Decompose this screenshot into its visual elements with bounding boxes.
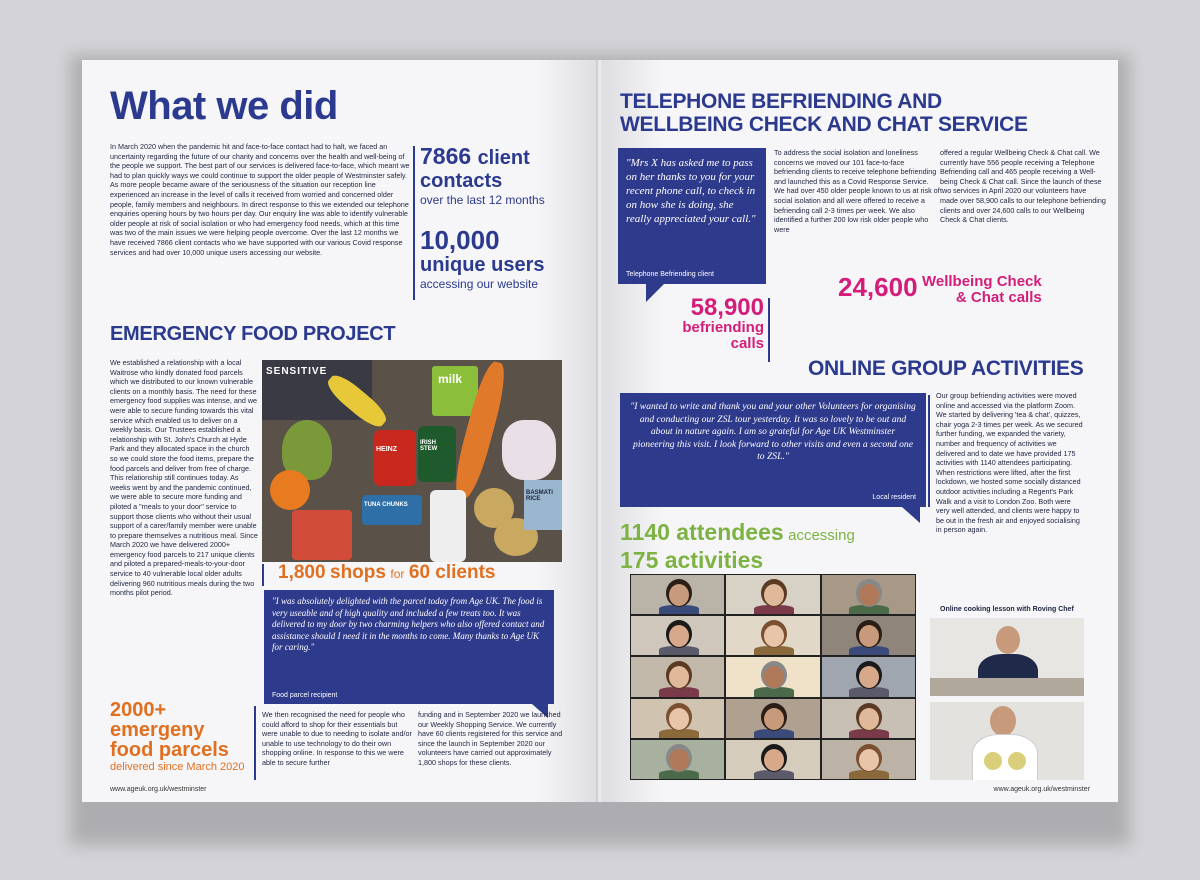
chef-body-2 (972, 734, 1038, 780)
stat-unique-users (420, 226, 595, 292)
zoom-participant-tile (630, 739, 725, 780)
parcels-divider (254, 706, 256, 780)
attendees-word: accessing (788, 527, 855, 544)
food-item-2 (1008, 752, 1026, 770)
participant-face (669, 708, 689, 730)
tuna-tin (362, 495, 422, 525)
heinz-can (374, 430, 416, 486)
quote-marker (262, 564, 264, 586)
participant-face (669, 625, 689, 647)
calls-number: 58,900 (690, 294, 764, 321)
parcels-sub: delivered since March 2020 (110, 761, 245, 773)
calls-stat (664, 296, 764, 352)
telephone-heading-line1: TELEPHONE BEFRIENDING AND (620, 90, 942, 113)
wellbeing-line1: Wellbeing Check (921, 273, 1042, 290)
stat-unique-users-number: 10,000 (420, 225, 500, 255)
parcels-line2: emergeny (110, 719, 205, 741)
stat-unique-users-sub: accessing our website (420, 277, 539, 291)
stew-can (418, 426, 456, 482)
phone-quote-text: "Mrs X has asked me to pass on her thanks to you for your recent phone call, to check in on how she is doing, she really appreciated your call." (626, 157, 756, 225)
activities-number: 175 activities (620, 547, 764, 573)
orange (270, 470, 310, 510)
zoom-participant-tile (725, 574, 820, 615)
shops-for: for (390, 567, 405, 581)
attendees-number: 1140 attendees (620, 519, 784, 545)
cooking-caption: Online cooking lesson with Roving Chef (940, 606, 1074, 613)
wellbeing-number: 24,600 (838, 272, 918, 302)
wellbeing-stat (838, 272, 1042, 306)
right-footer: www.ageuk.org.uk/westminster (993, 786, 1090, 793)
food-quote-box (264, 590, 554, 704)
toilet-roll (430, 490, 466, 562)
zoom-participant-tile (725, 698, 820, 739)
zoom-participant-tile (821, 574, 916, 615)
shops-number: 1,800 (278, 562, 326, 583)
attendees-stat (620, 520, 855, 572)
participant-face (764, 749, 784, 771)
zoom-participant-tile (725, 615, 820, 656)
phone-quote-box (618, 148, 766, 284)
stat-client-contacts-word2: contacts (420, 170, 503, 192)
red-pack (292, 510, 352, 560)
phone-quote-caption: Telephone Befriending client (626, 271, 714, 278)
heinz-label: HEINZ (376, 446, 397, 453)
chef-head (996, 626, 1020, 654)
stat-client-contacts-sub: over the last 12 months (420, 193, 545, 207)
online-divider (928, 395, 930, 507)
participant-face (764, 584, 784, 606)
participant-face (764, 708, 784, 730)
parcels-stat (110, 700, 245, 774)
stat-client-contacts (420, 144, 595, 208)
irish-label: IRISH STEW (420, 440, 438, 452)
cooking-photo-2 (930, 702, 1084, 780)
zoom-participant-tile (725, 739, 820, 780)
zsl-quote-box (620, 393, 926, 507)
parcels-line3: food parcels (110, 739, 229, 761)
telephone-heading-line2: WELLBEING CHECK AND CHAT SERVICE (620, 113, 1028, 136)
participant-face (669, 749, 689, 771)
stat-unique-users-word: unique users (420, 254, 545, 276)
calls-divider (768, 298, 770, 362)
zoom-call-photo (630, 574, 916, 780)
cooking-photo-1 (930, 618, 1084, 696)
participant-face (669, 584, 689, 606)
participant-face (859, 749, 879, 771)
food-item-1 (984, 752, 1002, 770)
participant-face (669, 666, 689, 688)
basmati-label: BASMATI RICE (526, 490, 553, 502)
zoom-participant-tile (821, 739, 916, 780)
zsl-quote-text: "I wanted to write and thank you and your other Volunteers for organising and conducting our ZSL tour yesterday. It was so lovely to be out and about in nature again. I am so grateful for Age UK Westminster pioneering this visit. I look forward to other visits and even a second one to ZSL." (630, 401, 916, 463)
shops-clients: 60 clients (408, 562, 496, 583)
counter (930, 678, 1084, 696)
food-quote-text: "I was absolutely delighted with the parcel today from Age UK. The food is very useable and of high quality and included a few treats too. It was delivered to my door by two charming helpers who also offered contact and assistance should I need it in the months to come. Many thanks to Age UK for caring." (272, 596, 545, 653)
stat-divider (413, 146, 415, 300)
zoom-participant-tile (821, 656, 916, 697)
online-heading: ONLINE GROUP ACTIVITIES (808, 357, 1084, 380)
zoom-participant-tile (725, 656, 820, 697)
left-footer: www.ageuk.org.uk/westminster (110, 786, 207, 793)
telephone-heading (620, 90, 1028, 136)
phone-quote-tail (646, 284, 664, 302)
zoom-participant-tile (630, 615, 725, 656)
milk-label: milk (438, 372, 463, 386)
chef-head-2 (990, 706, 1016, 736)
zsl-quote-tail (902, 507, 920, 523)
befriending-text-col2: offered a regular Wellbeing Check & Chat call. We currently have 556 people receiving a Telephone Befriending call and 465 people receiving a Well-being Check & Chat call. Since the launch of these two services in April 2020 our volunteers have made over 58,900 calls to our telephone befriending clients and over 24,600 calls to our Wellbeing Check & Chat clients. (940, 148, 1106, 225)
wellbeing-line2: & Chat calls (955, 289, 1042, 306)
shops-word: shops (330, 562, 386, 583)
left-page (82, 60, 598, 802)
shopping-text-col1: We then recognised the need for people who could afford to shop for their essentials but were unable to due to needing to isolate and/or unable to use technology to do their own shopping online. In response to this we were able to secure further (262, 710, 412, 767)
calls-word2: calls (730, 335, 764, 352)
stat-client-contacts-word1: client (477, 147, 530, 169)
zoom-participant-tile (630, 698, 725, 739)
onion (502, 420, 556, 480)
participant-face (859, 708, 879, 730)
intro-text: In March 2020 when the pandemic hit and face-to-face contact had to halt, we faced an uncertainty regarding the future of our charity and concerns over the health and well-being of the people we support. The best part of our services is delivered face-to-face, which meant we had to plan quickly ways we could continue to support the older people of Westminster safely. As more people became aware of the seriousness of the situation our reception line experienced an increase in the level of calls it received from worried and concerned older people, family members and neighbours. In direct response to this we extended our telephone enquiries opening hours by two hours per day. Our enquiry line was able to identify vulnerable older people at risk of social isolation or who had emergency food needs, which at this time was two of the main issues we were helping people overcome. Over the last 12 months we have received 7866 client contacts who we have supported with our various Covid response services and had over 10,000 unique users accessing our website. (110, 142, 410, 257)
zoom-participant-tile (821, 698, 916, 739)
rice-pack (524, 480, 562, 530)
page-title: What we did (110, 84, 338, 128)
food-quote-caption: Food parcel recipient (272, 692, 338, 699)
zsl-quote-caption: Local resident (872, 494, 916, 501)
calls-word1: befriending (682, 319, 764, 336)
shopping-text-col2: funding and in September 2020 we launched our Weekly Shopping Service. We currently have 60 clients registered for this service and since the launch in September 2020 our volunteers have carried out approximately 1,800 shops for these clients. (418, 710, 563, 767)
online-text: Our group befriending activities were moved online and accessed via the platform Zoom. We started by delivering 'tea & chat', quizzes, chair yoga 2-3 times per week. As we secured further funding, we expanded the variety, number and frequency of activities we delivered and to date we have provided 175 activities with 1140 attendees participating. When restrictions were lifted, after the first lockdown, we hosted some socially distanced outdoor activities including a Regent's Park Walk and a visit to London Zoo. Both were very well attended, and clients were happy to be out in the fresh air and enjoyed socialising in person again. (936, 391, 1083, 535)
parcels-line1: 2000+ (110, 699, 167, 721)
right-page (602, 60, 1118, 802)
zoom-participant-tile (630, 574, 725, 615)
tuna-label: TUNA CHUNKS (364, 502, 408, 508)
zoom-participant-tile (630, 656, 725, 697)
food-text: We established a relationship with a local Waitrose who kindly donated food parcels which we distributed to our known vulnerable clients on a monthly basis. The need for these emergency food supplies was intense, and we were able to secure funding towards this vital service which enabled us to deliver on a weekly basis. Our Trustees established a relationship with St. John's Church at Hyde Park and they allocated space in the church so we could store the food items, prepare the food parcels and deliver from free of charge. This relationship still continues today. As weeks went by and the pandemic continued, we were able to secure more funding and piloted a "meals to your door" service to support those clients who without their usual support of a carer/family member were unable to prepare themselves a nutritious meal. Since March 2020 we have delivered 2000+ emergency food parcels to 217 unique clients and piloted a prepared-meals-to-your-door service to 40 vulnerable local older adults delivering 960 nutritious meals during the two months pilot period. (110, 358, 258, 598)
food-parcel-photo (262, 360, 562, 562)
sensitive-label: SENSITIVE (266, 366, 328, 377)
food-heading: EMERGENCY FOOD PROJECT (110, 323, 396, 345)
shops-stat (278, 562, 495, 584)
befriending-text-col1: To address the social isolation and loneliness concerns we moved our 101 face-to-face befriending clients to receive telephone befriending and launched this as a Covid Response Service. We had over 450 older people known to us at risk of social isolation and all were offered to receive a befriending call 2-3 times per week. We also identified a further 200 low risk older people who were (774, 148, 940, 234)
stat-client-contacts-number: 7866 (420, 143, 472, 169)
zoom-participant-tile (821, 615, 916, 656)
